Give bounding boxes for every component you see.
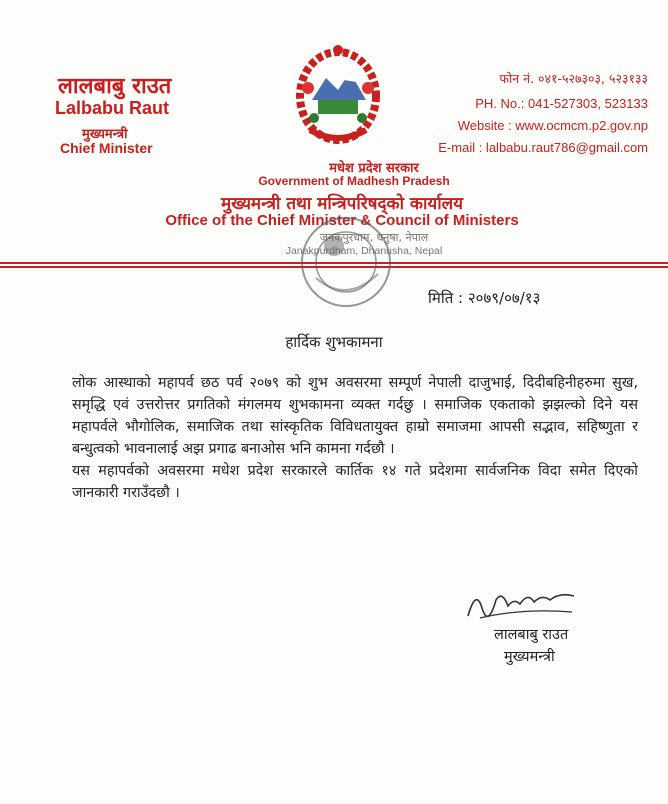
office-name-english: Office of the Chief Minister & Council of Ministers	[165, 212, 519, 229]
letter-body	[72, 372, 638, 504]
body-paragraph: लोक आस्थाको महापर्व छठ पर्व २०७९ को शुभ अवसरमा सम्पूर्ण नेपाली दाजुभाई, दिदीबहिनीहरुमा सुख, समृद्धि एवं उत्तरोत्तर प्रगतिको मंगलमय शुभकामना व्यक्त गर्दछु । समाजिक एकताको झझल्को दिने यस महापर्वले भौगोलिक, समाजिक तथा सांस्कृतिक विविधतायुक्त हाम्रो समाजमा आपसी सद्भाव, सहिष्णुता र बन्धुत्वको भावनालाई अझ प्रगाढ बनाओस भनि कामना गर्दछौ ।	[72, 375, 638, 457]
government-name-nepali: मधेश प्रदेश सरकार	[329, 161, 419, 176]
address-english: Janakpurdham, Dhanusha, Nepal	[285, 245, 443, 257]
government-name-english: Government of Madhesh Pradesh	[258, 174, 450, 188]
website-link[interactable]: Website : www.ocmcm.p2.gov.np	[457, 118, 648, 133]
signatory-name: लालबाबु राउत	[494, 627, 569, 643]
signatory-title: मुख्यमन्त्री	[504, 649, 555, 665]
chief-minister-name-english: Lalbabu Raut	[55, 98, 170, 118]
nepal-emblem-icon	[288, 38, 388, 154]
chief-minister-title-nepali: मुख्यमन्त्री	[82, 127, 128, 142]
letter-subject: हार्दिक शुभकामना	[285, 333, 383, 351]
handwritten-signature	[462, 578, 582, 624]
phone-english: PH. No.: 041-527303, 523133	[475, 96, 648, 111]
address-nepali: जनकपुरधाम, धनुषा, नेपाल	[319, 231, 429, 244]
letter-date: मिति : २०७९/०७/१३	[428, 289, 541, 307]
chief-minister-title-english: Chief Minister	[60, 140, 153, 156]
phone-nepali: फोन नं. ०४१-५२७३०३, ५२३१३३	[499, 71, 648, 86]
office-seal-icon	[296, 212, 396, 312]
chief-minister-name-nepali: लालबाबु राउत	[58, 74, 172, 99]
email-link[interactable]: E-mail : lalbabu.raut786@gmail.com	[438, 140, 648, 155]
body-paragraph: यस महापर्वको अवसरमा मधेश प्रदेश सरकारले कार्तिक १४ गते प्रदेशमा सार्वजनिक विदा समेत दिएको जानकारी गराउँदछौ ।	[72, 463, 638, 501]
office-name-nepali: मुख्यमन्त्री तथा मन्त्रिपरिषद्को कार्यालय	[220, 194, 464, 214]
